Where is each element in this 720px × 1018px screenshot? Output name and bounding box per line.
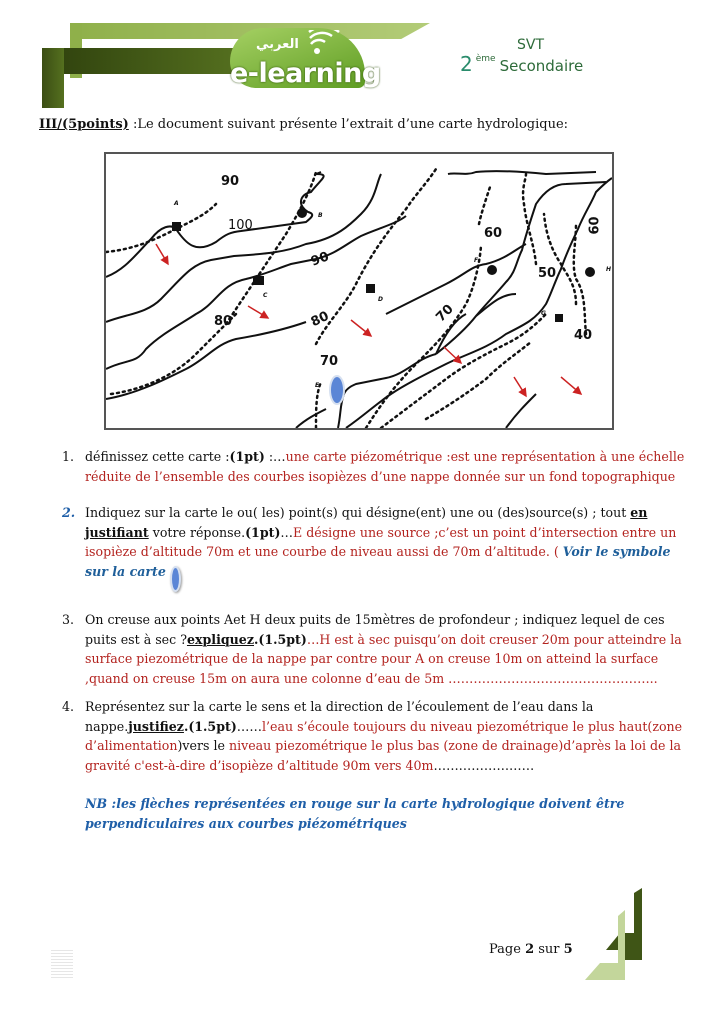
question-4-answer-mid: )vers le	[177, 738, 229, 753]
page-total: 5	[563, 942, 573, 957]
question-3	[62, 610, 702, 690]
question-3-prompt: On creuse aux points Aet H deux puits de 15mètres de profondeur ; indiquez lequel de ces puits est à sec ?	[85, 612, 665, 647]
question-4-nb: NB :les flèches représentées en rouge sur la carte hydrologique doivent être perpendiculaires aux courbes piézométriques	[85, 796, 625, 831]
question-intro: :Le document suivant présente l’extrait d’une carte hydrologique:	[128, 117, 569, 132]
question-4-prompt-end: .	[183, 718, 189, 734]
question-1-number: 1.	[62, 449, 75, 464]
question-3-prompt-end: .	[253, 631, 259, 647]
question-2-answer: E désigne une source ;c’est un point d’intersection entre un isopièze d’altitude 70m et une courbe de niveau aussi de 70m d’altitude. (	[85, 524, 677, 559]
contour-label-60: 60	[484, 226, 503, 241]
question-3-keyword: expliquez	[186, 631, 254, 647]
question-4-answer-a: l’eau s’écoule toujours du niveau piezométrique le plus haut(zone d’alimentation	[85, 718, 683, 753]
question-4-prompt: Représentez sur la carte le sens et la direction de l’écoulement de l’eau dans la nappe.	[85, 699, 594, 734]
point-label-e: E	[315, 382, 320, 389]
question-2-prompt-end: votre réponse.	[148, 524, 246, 540]
contour-label-90-b: 90	[308, 249, 332, 270]
question-4-dots: ……………………	[433, 757, 535, 773]
logo-arabic-text: العربي	[256, 37, 299, 52]
level-label	[460, 52, 583, 76]
hydrological-map	[104, 152, 614, 430]
question-1-prompt: définissez cette carte :	[85, 449, 230, 464]
question-3-number: 3.	[62, 612, 75, 627]
question-3-answer: H est à sec puisqu’on doit creuser 20m pour atteindre la surface piezométrique de la nappe par contre pour A on creuse 10m on atteind la surface ,quand on creuse 15m on aura une colonne d’eau de 5m	[85, 631, 682, 686]
map-contours	[106, 154, 612, 428]
question-1-sep: :…	[264, 449, 286, 464]
contour-label-80-b: 80	[308, 308, 332, 331]
contour-label-50: 50	[538, 266, 557, 281]
logo-text: e-learning	[230, 58, 381, 89]
page-label: Page	[489, 942, 526, 957]
question-2-number: 2.	[62, 505, 76, 520]
page-current: 2	[525, 942, 535, 957]
question-title	[39, 117, 568, 132]
question-1-points: (1pt)	[229, 449, 265, 464]
level-number: 2	[460, 52, 473, 76]
footer-logo-icon	[580, 888, 660, 988]
point-label-h: H	[606, 266, 612, 273]
question-4-number: 4.	[62, 699, 75, 714]
question-number: III/(5points)	[39, 117, 129, 132]
question-4-points: (1.5pt)	[188, 718, 237, 734]
question-4	[62, 697, 702, 831]
question-4-keyword: justifiez	[128, 718, 184, 734]
contour-label-60-b: 60	[587, 216, 603, 235]
footer-watermark	[51, 950, 73, 980]
question-1	[62, 447, 702, 487]
level-text: Secondaire	[499, 57, 584, 75]
page-header	[0, 0, 720, 105]
contour-label-40: 40	[574, 328, 593, 343]
point-label-c: C	[263, 292, 268, 299]
question-3-sep: …	[306, 631, 320, 647]
contour-label-100: 100	[228, 218, 253, 233]
question-2-points: (1pt)	[245, 524, 281, 540]
contour-label-80: 80	[214, 314, 233, 329]
question-3-dots: …………………………………………..	[444, 670, 658, 686]
question-2-keyword: en justifiant	[85, 505, 648, 540]
page-sep: sur	[534, 942, 564, 957]
level-sup: ème	[475, 54, 496, 64]
contour-label-90: 90	[221, 174, 240, 189]
question-2-prompt: Indiquez sur la carte le ou( les) point(s) qui désigne(ent) une ou (des)source(s) ; tout	[85, 505, 631, 520]
point-label-f: F	[474, 257, 479, 264]
contour-label-70: 70	[320, 354, 339, 369]
question-4-answer-b: niveau piezométrique le plus bas (zone de drainage)d’après la loi de la gravité c'est-à-dire d’isopièze d’altitude 90m vers 40m	[85, 738, 682, 773]
question-1-answer: une carte piézométrique :est une représentation à une échelle réduite de l’ensemble des courbes isopièzes d’une nappe donnée sur un fond topographique	[85, 449, 685, 484]
subject-label: SVT	[517, 37, 545, 53]
wifi-icon	[308, 30, 342, 56]
question-2-sep: …	[280, 524, 293, 540]
source-symbol-icon	[170, 566, 181, 592]
question-4-sep: ……	[236, 718, 262, 734]
point-label-d: D	[378, 296, 383, 303]
header-banner-dark-vertical	[42, 48, 64, 108]
question-2	[62, 503, 702, 583]
header-banner-dark	[42, 48, 242, 74]
contour-label-70-b: 70	[433, 301, 457, 326]
question-3-points: (1.5pt)	[258, 631, 307, 647]
page-number	[489, 942, 573, 957]
point-label-g: G	[541, 310, 546, 317]
point-label-a: A	[174, 200, 179, 207]
question-2-note: Voir le symbole sur la carte	[85, 544, 671, 579]
point-label-b: B	[318, 212, 323, 219]
